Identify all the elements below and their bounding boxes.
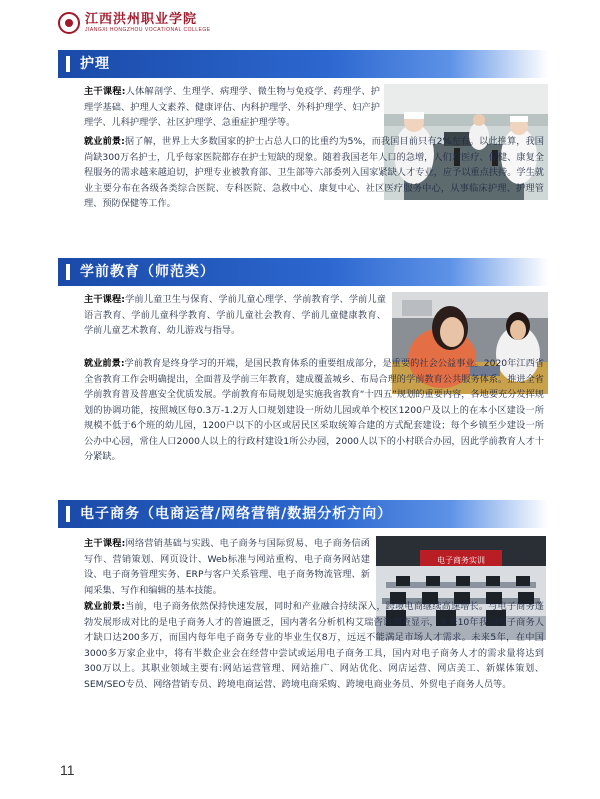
preschool-prospects-text: 学前教育是终身学习的开端，是国民教育体系的重要组成部分，是重要的社会公益事业。2020年江西省全省教育工作会明确提出，全面普及学前三年教育，建成覆盖城乡、布局合理的学前教育公共服务体系。推进全省学前教育普及普惠安全优质发展。学前教育布局规划是实施我省教育“十四五”规划的重要内容，各地要充分发挥规划的协调功能，按照城区每0.3万-1.2万人口规划建设一所幼儿园或单个校区1200户及以上的在本小区建设一所规模不低于6个班的幼儿园，1200户以下的小区或居民区采取统筹合建的方式配套建设；每个乡镇至少建设一所公办中心园，常住人口2000人以上的行政村建设1所公办园，2000人以下的小村联合办园，因此学前教育人才十分紧缺。 bbox=[84, 358, 544, 462]
nursing-courses-text: 人体解剖学、生理学、病理学、微生物与免疫学、药理学、护理学基础、护理人文素养、健康评估、内科护理学、外科护理学、妇产护理学、儿科护理学、社区护理学、急重症护理学等。 bbox=[84, 86, 380, 128]
preschool-courses-paragraph bbox=[84, 292, 386, 339]
ecommerce-courses-text: 网络营销基础与实践、电子商务与国际贸易、电子商务信函写作、营销策划、网页设计、Web标准与网站重构、电子商务网站建设、电子商务管理实务、ERP与客户关系管理、电子商务物流管理、新闻采集、写作和编辑的基本技能。 bbox=[84, 538, 370, 596]
nursing-prospects-paragraph bbox=[84, 134, 544, 212]
section-band-ecommerce bbox=[58, 500, 548, 528]
prospects-label: 就业前景: bbox=[84, 358, 125, 369]
preschool-prospects-paragraph bbox=[84, 356, 544, 465]
nursing-courses-paragraph bbox=[84, 84, 380, 131]
ecommerce-prospects-text: 当前，电子商务依然保持快速发展，同时和产业融合持续深入，跨境电商继续高速增长。与电子商务蓬勃发展形成对比的是电子商务人才的普遍匮乏，国内著名分析机构艾瑞咨询调查显示，未来10年我国电子商务人才缺口达200多万，而国内每年电子商务专业的毕业生仅8万，远远不能满足市场人才需求。未来5年，在中国3000多万家企业中，将有半数企业会在经营中尝试或运用电子商务工具，国内对电子商务人才的需求量将达到300万以上。其职业领域主要有:网站运营管理、网站推广、网站优化、网店运营、网店美工、新媒体策划、SEM/SEO专员、网络营销专员、跨境电商运营、跨境电商采购、跨境电商业务员、外贸电子商务人员等。 bbox=[84, 601, 544, 690]
nursing-courses-block bbox=[84, 84, 380, 131]
nursing-prospects-text: 据了解，世界上大多数国家的护士占总人口的比重约为5%，而我国目前只有2%左右。以此推算，我国尚缺300万名护士，几乎每家医院都存在护士短缺的现象。随着我国老年人口的急增，人们对医疗、保健、康复全程服务的需求越来越迫切，护理专业被教育部、卫生部等六部委列入国家紧缺人才专业，应予以重点扶持。学生就业主要分布在各级各类综合医院、专科医院、急救中心、康复中心、社区医疗服务中心，从事临床护理、护理管理、预防保健等工作。 bbox=[84, 136, 544, 209]
ecommerce-prospects-block bbox=[84, 599, 544, 692]
prospects-label: 就业前景: bbox=[84, 136, 125, 147]
courses-label: 主干课程: bbox=[84, 294, 125, 305]
courses-label: 主干课程: bbox=[84, 538, 126, 549]
section-band-nursing bbox=[58, 50, 548, 78]
preschool-courses-text: 学前儿童卫生与保育、学前儿童心理学、学前教育学、学前儿童语言教育、学前儿童科学教育、学前儿童社会教育、学前儿童健康教育、学前儿童艺术教育、幼儿游戏与指导。 bbox=[84, 294, 386, 336]
nursing-prospects-block bbox=[84, 134, 544, 212]
section-band-preschool bbox=[58, 258, 548, 286]
band-accent bbox=[66, 56, 70, 72]
school-seal-icon bbox=[58, 12, 80, 34]
school-name-cn: 江西洪州职业学院 bbox=[85, 11, 198, 27]
page-number: 11 bbox=[60, 762, 75, 778]
preschool-courses-block bbox=[84, 292, 386, 339]
preschool-prospects-block bbox=[84, 356, 544, 465]
page-header bbox=[0, 0, 600, 46]
ecommerce-courses-block bbox=[84, 536, 370, 598]
section-title-preschool: 学前教育（师范类） bbox=[80, 264, 215, 280]
courses-label: 主干课程: bbox=[84, 86, 126, 97]
band-accent bbox=[66, 506, 70, 522]
prospects-label: 就业前景: bbox=[84, 601, 125, 612]
section-title-nursing: 护理 bbox=[80, 56, 110, 72]
section-title-ecommerce: 电子商务（电商运营/网络营销/数据分析方向） bbox=[80, 506, 393, 522]
school-logo bbox=[58, 12, 211, 34]
ecommerce-courses-paragraph bbox=[84, 536, 370, 598]
ecommerce-banner-text: 电子商务实训 bbox=[437, 556, 485, 565]
ecommerce-prospects-paragraph bbox=[84, 599, 544, 692]
band-accent bbox=[66, 264, 70, 280]
school-name-en: JIANGXI HONGZHOU VOCATIONAL COLLEGE bbox=[85, 26, 211, 33]
